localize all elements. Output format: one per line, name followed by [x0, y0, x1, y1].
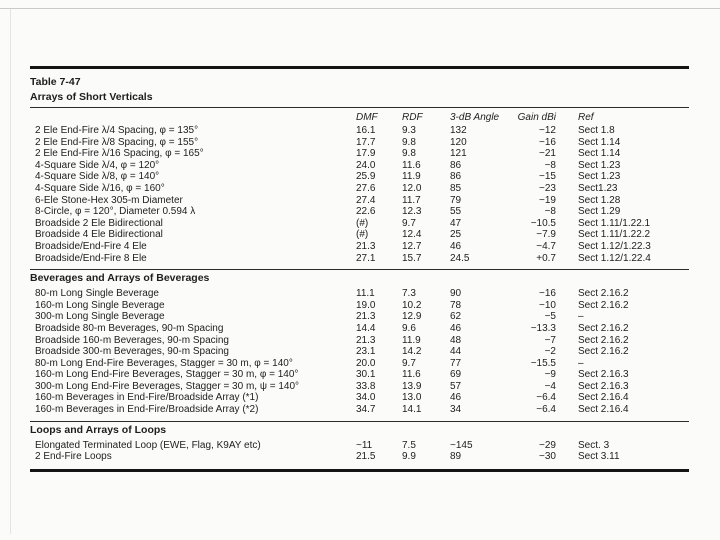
- gain-value: −10.5: [530, 217, 556, 229]
- ref-value: Sect1.23: [578, 182, 618, 194]
- dmf-value: 24.0: [356, 159, 376, 171]
- gain-value: −4: [544, 380, 556, 392]
- dmf-value: 27.6: [356, 182, 376, 194]
- antenna-label: 160-m Long Single Beverage: [35, 299, 165, 311]
- angle-value: 90: [450, 288, 462, 300]
- angle-value: 132: [450, 125, 467, 136]
- antenna-label: Broadside 80-m Beverages, 90-m Spacing: [35, 322, 224, 334]
- ref-value: Sect 1.23: [578, 159, 621, 171]
- antenna-label: Broadside/End-Fire 8 Ele: [35, 252, 147, 264]
- antenna-label: 2 End-Fire Loops: [35, 451, 112, 463]
- dmf-value: 33.8: [356, 380, 376, 392]
- dmf-value: 27.1: [356, 252, 376, 264]
- antenna-label: 2 Ele End-Fire λ/16 Spacing, φ = 165°: [35, 148, 204, 160]
- rdf-value: 11.9: [402, 334, 421, 346]
- antenna-label: Broadside 4 Ele Bidirectional: [35, 229, 163, 241]
- angle-value: 69: [450, 369, 462, 381]
- rdf-value: 9.8: [402, 148, 416, 160]
- rdf-value: 11.7: [402, 194, 421, 206]
- dmf-value: 20.0: [356, 357, 376, 369]
- table-row: [30, 218, 689, 230]
- page-edge-left: [10, 9, 11, 534]
- column-header-rdf: RDF: [402, 112, 423, 123]
- rdf-value: 9.7: [402, 217, 416, 229]
- table-row: [30, 125, 689, 137]
- gain-value: −15.5: [530, 357, 556, 369]
- gain-value: −8: [544, 206, 556, 218]
- angle-value: 86: [450, 171, 462, 183]
- ref-value: Sect 2.16.2: [578, 299, 629, 311]
- table-row: [30, 369, 689, 381]
- rdf-value: 9.7: [402, 357, 416, 369]
- dmf-value: 21.3: [356, 311, 376, 323]
- angle-value: 121: [450, 148, 467, 160]
- gain-value: −4.7: [536, 240, 556, 252]
- angle-value: 78: [450, 299, 462, 311]
- gain-value: −29: [539, 439, 556, 451]
- table-row: [30, 171, 689, 183]
- rdf-value: 14.2: [402, 346, 422, 358]
- column-header-spacer: [30, 111, 352, 124]
- antenna-label: 4-Square Side λ/4, φ = 120°: [35, 159, 160, 171]
- angle-value: 46: [450, 240, 462, 252]
- ref-value: Sect 1.12/1.22.3: [578, 240, 651, 252]
- column-header-ref: Ref: [578, 112, 594, 123]
- gain-value: −15: [539, 171, 556, 183]
- table-row: [30, 311, 689, 323]
- dmf-value: 34.7: [356, 404, 376, 416]
- rdf-value: 11.6: [402, 369, 421, 381]
- table-row: [30, 253, 689, 265]
- antenna-label: Broadside 300-m Beverages, 90-m Spacing: [35, 346, 229, 358]
- rdf-value: 7.3: [402, 288, 416, 300]
- table-row: [30, 195, 689, 207]
- ref-value: Sect 1.29: [578, 206, 621, 218]
- header-top-rule: [30, 107, 689, 108]
- dmf-value: 16.1: [356, 125, 376, 136]
- scanned-table-page: [30, 66, 689, 472]
- rdf-value: 13.9: [402, 380, 422, 392]
- bottom-rule: [30, 469, 689, 472]
- dmf-value: 30.1: [356, 369, 376, 381]
- table-row: [30, 241, 689, 253]
- gain-value: −6.4: [536, 404, 556, 416]
- dmf-value: (#): [356, 217, 369, 229]
- angle-value: 62: [450, 311, 462, 323]
- table-sections: [30, 91, 689, 463]
- gain-value: −5: [544, 311, 556, 323]
- table-row: [30, 183, 689, 195]
- table-row: [30, 300, 689, 312]
- angle-value: 34: [450, 404, 462, 416]
- ref-value: Sect 1.12/1.22.4: [578, 252, 651, 264]
- ref-value: Sect 1.11/1.22.1: [578, 217, 651, 229]
- gain-value: −30: [539, 451, 556, 463]
- rdf-value: 12.4: [402, 229, 422, 241]
- table-row: [30, 335, 689, 347]
- dmf-value: 17.9: [356, 148, 376, 160]
- angle-value: 46: [450, 392, 462, 404]
- angle-value: 46: [450, 322, 462, 334]
- table-row: [30, 440, 689, 452]
- angle-value: 85: [450, 182, 462, 194]
- angle-value: 55: [450, 206, 462, 218]
- angle-value: 86: [450, 159, 462, 171]
- gain-value: −6.4: [536, 392, 556, 404]
- antenna-label: Elongated Terminated Loop (EWE, Flag, K9AY etc): [35, 439, 261, 451]
- ref-value: Sect 1.14: [578, 136, 621, 148]
- ref-value: Sect. 3: [578, 439, 610, 451]
- table-row: [30, 346, 689, 358]
- rdf-value: 9.6: [402, 322, 416, 334]
- antenna-label: 2 Ele End-Fire λ/8 Spacing, φ = 155°: [35, 136, 199, 148]
- table-row: [30, 358, 689, 370]
- column-header-gain: Gain dBi: [517, 112, 556, 123]
- angle-value: 79: [450, 194, 462, 206]
- gain-value: −16: [539, 288, 556, 300]
- rdf-value: 7.5: [402, 439, 416, 451]
- antenna-label: 160-m Beverages in End-Fire/Broadside Array (*2): [35, 404, 259, 416]
- gain-value: −23: [539, 182, 556, 194]
- section-header: Loops and Arrays of Loops: [30, 423, 167, 436]
- dmf-value: 23.1: [356, 346, 376, 358]
- angle-value: ~145: [450, 439, 473, 451]
- ref-value: –: [578, 311, 584, 323]
- rdf-value: 15.7: [402, 252, 422, 264]
- ref-value: Sect 2.16.2: [578, 334, 629, 346]
- table-row: [30, 206, 689, 218]
- gain-value: −8: [544, 159, 556, 171]
- rdf-value: 12.3: [402, 206, 422, 218]
- rdf-value: 12.7: [402, 240, 422, 252]
- rdf-value: 12.0: [402, 182, 422, 194]
- top-rule: [30, 66, 689, 69]
- rdf-value: 14.1: [402, 404, 422, 416]
- antenna-label: 160-m Beverages in End-Fire/Broadside Array (*1): [35, 392, 259, 404]
- dmf-value: 21.3: [356, 334, 376, 346]
- rdf-value: 11.9: [402, 171, 421, 183]
- antenna-label: 8-Circle, φ = 120°, Diameter 0.594 λ: [35, 206, 196, 218]
- antenna-label: 160-m Long End-Fire Beverages, Stagger = 30 m, φ = 140°: [35, 369, 299, 381]
- dmf-value: 21.5: [356, 451, 376, 463]
- gain-value: −19: [539, 194, 556, 206]
- ref-value: Sect 2.16.4: [578, 404, 629, 416]
- antenna-label: 6-Ele Stone-Hex 305-m Diameter: [35, 194, 183, 206]
- table-row: [30, 404, 689, 416]
- dmf-value: 19.0: [356, 299, 376, 311]
- antenna-label: 80-m Long Single Beverage: [35, 288, 159, 300]
- antenna-label: Broadside 160-m Beverages, 90-m Spacing: [35, 334, 229, 346]
- dmf-value: 17.7: [356, 136, 376, 148]
- table-row: [30, 160, 689, 172]
- ref-value: Sect 1.8: [578, 125, 615, 136]
- section-divider-rule: [30, 421, 689, 422]
- ref-value: –: [578, 357, 584, 369]
- column-header-row: [30, 111, 689, 124]
- gain-value: −10: [539, 299, 556, 311]
- rdf-value: 9.3: [402, 125, 416, 136]
- gain-value: −21: [539, 148, 556, 160]
- antenna-label: 300-m Long Single Beverage: [35, 311, 165, 323]
- dmf-value: 25.9: [356, 171, 376, 183]
- ref-value: Sect 2.16.2: [578, 346, 629, 358]
- gain-value: +0.7: [536, 252, 556, 264]
- ref-value: Sect 1.11/1.22.2: [578, 229, 651, 241]
- rdf-value: 10.2: [402, 299, 422, 311]
- table-row: [30, 323, 689, 335]
- angle-value: 77: [450, 357, 462, 369]
- table-row: [30, 148, 689, 160]
- table-title: Table 7-47: [30, 76, 81, 88]
- antenna-label: 4-Square Side λ/16, φ = 160°: [35, 182, 165, 194]
- angle-value: 44: [450, 346, 462, 358]
- ref-value: Sect 2.16.2: [578, 288, 629, 300]
- gain-value: −9: [544, 369, 556, 381]
- gain-value: −16: [539, 136, 556, 148]
- gain-value: −7: [544, 334, 556, 346]
- ref-value: Sect 2.16.4: [578, 392, 629, 404]
- dmf-value: 34.0: [356, 392, 376, 404]
- gain-value: −2: [544, 346, 556, 358]
- rdf-value: 12.9: [402, 311, 422, 323]
- ref-value: Sect 2.16.2: [578, 322, 629, 334]
- angle-value: 48: [450, 334, 462, 346]
- angle-value: 57: [450, 380, 462, 392]
- angle-value: 120: [450, 136, 467, 148]
- gain-value: −7.9: [536, 229, 556, 241]
- dmf-value: ~11: [356, 439, 373, 451]
- antenna-label: Broadside 2 Ele Bidirectional: [35, 217, 163, 229]
- rdf-value: 11.6: [402, 159, 421, 171]
- ref-value: Sect 2.16.3: [578, 380, 629, 392]
- table-row: [30, 288, 689, 300]
- ref-value: Sect 1.14: [578, 148, 621, 160]
- dmf-value: 22.6: [356, 206, 376, 218]
- antenna-label: 300-m Long End-Fire Beverages, Stagger = 30 m, ψ = 140°: [35, 380, 300, 392]
- section-header: Beverages and Arrays of Beverages: [30, 272, 210, 285]
- ref-value: Sect 1.28: [578, 194, 621, 206]
- table-row: [30, 137, 689, 149]
- dmf-value: 11.1: [356, 288, 375, 300]
- antenna-label: 2 Ele End-Fire λ/4 Spacing, φ = 135°: [35, 125, 199, 136]
- column-header-angle: 3-dB Angle: [450, 112, 500, 123]
- rdf-value: 13.0: [402, 392, 422, 404]
- ref-value: Sect 1.23: [578, 171, 621, 183]
- gain-value: −12: [539, 125, 556, 136]
- gain-value: −13.3: [530, 322, 556, 334]
- rdf-value: 9.9: [402, 451, 416, 463]
- antenna-label: 80-m Long End-Fire Beverages, Stagger = 30 m, φ = 140°: [35, 357, 293, 369]
- dmf-value: 27.4: [356, 194, 376, 206]
- ref-value: Sect 3.11: [578, 451, 620, 463]
- section-header: Arrays of Short Verticals: [30, 91, 153, 103]
- section-divider-rule: [30, 269, 689, 270]
- ref-value: Sect 2.16.3: [578, 369, 629, 381]
- page-edge-top: [0, 8, 720, 9]
- angle-value: 24.5: [450, 252, 470, 264]
- antenna-label: 4-Square Side λ/8, φ = 140°: [35, 171, 160, 183]
- angle-value: 89: [450, 451, 462, 463]
- dmf-value: (#): [356, 229, 369, 241]
- column-header-dmf: DMF: [356, 112, 378, 123]
- dmf-value: 14.4: [356, 322, 376, 334]
- dmf-value: 21.3: [356, 240, 376, 252]
- table-row: [30, 381, 689, 393]
- antenna-label: Broadside/End-Fire 4 Ele: [35, 240, 147, 252]
- angle-value: 25: [450, 229, 462, 241]
- table-row: [30, 229, 689, 241]
- angle-value: 47: [450, 217, 462, 229]
- table-row: [30, 392, 689, 404]
- table-row: [30, 451, 689, 463]
- rdf-value: 9.8: [402, 136, 416, 148]
